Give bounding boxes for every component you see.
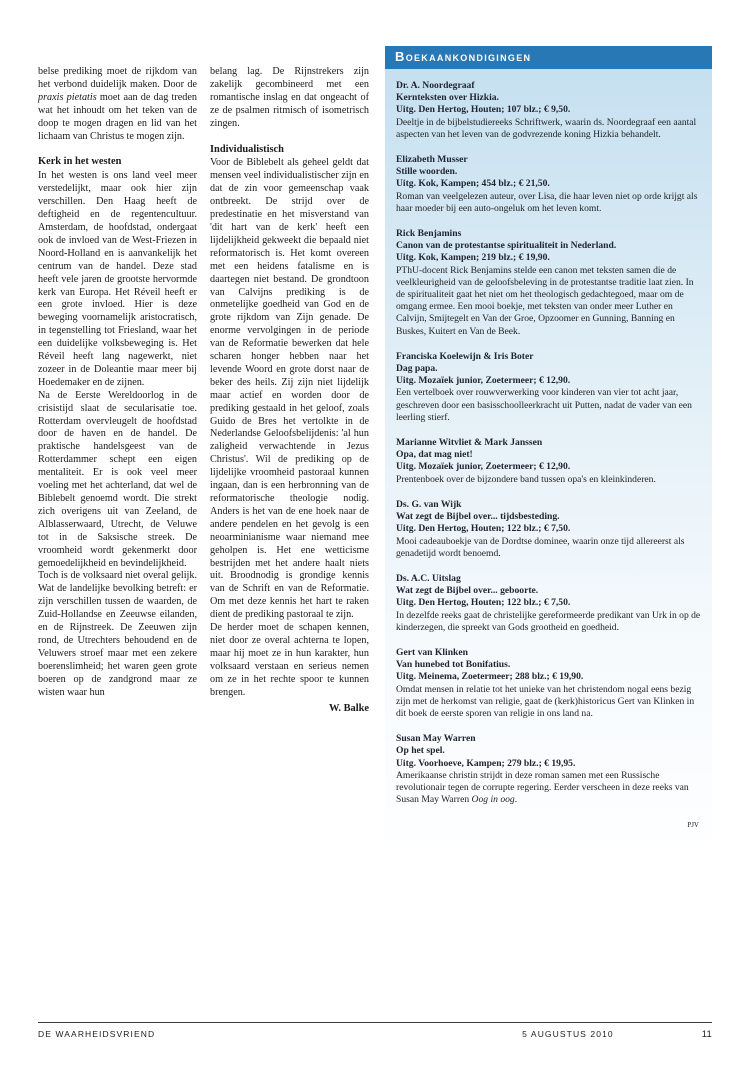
book-author: Franciska Koelewijn & Iris Boter xyxy=(396,350,534,362)
book-entry xyxy=(396,351,701,424)
book-entry xyxy=(396,80,701,141)
page-number: 11 xyxy=(701,1029,712,1040)
book-entry xyxy=(396,647,701,720)
book-author: Ds. G. van Wijk xyxy=(396,498,462,510)
book-description: Omdat mensen in relatie tot het unieke van het christendom nogal eens bezig zijn met de herkomst van religie, gaat de (kerk)historicus Gert van Klinken in dit boek de eerste sporen van religie in ons land na. xyxy=(396,683,695,719)
article-paragraph: Na de Eerste Wereldoorlog in de crisistijd slaat de secularisatie toe. Rotterdam overvleugelt de hoofdstad door de haven en de handel. De praktische handelsgeest van de Rotterdammer schept een eigen mentaliteit. Er is ook veel meer voeling met het achterland, dat wel de Biblebelt genoemd wordt. Die strekt zich overigens uit van Zeeland, de Alblasserwaard, Utrecht, de Veluwe tot in de Saksische streek. De vroomheid wordt gekenmerkt door gemoedelijkheid en bevindelijkheid. xyxy=(38,389,197,569)
book-title: Stille woorden. xyxy=(396,166,458,178)
book-publisher-price: Uitg. Mozaïek junior, Zoetermeer; € 12,90. xyxy=(396,461,571,473)
book-title: Wat zegt de Bijbel over... geboorte. xyxy=(396,585,539,597)
book-publisher-price: Uitg. Den Hertog, Houten; 122 blz.; € 7,50. xyxy=(396,597,571,609)
section-heading-kerk-in-het-westen: Kerk in het westen xyxy=(38,156,122,168)
book-entry xyxy=(396,154,701,215)
book-entry xyxy=(396,437,701,486)
book-publisher-price: Uitg. Mozaïek junior, Zoetermeer; € 12,90. xyxy=(396,375,571,387)
book-title: Kernteksten over Hizkia. xyxy=(396,92,499,104)
book-publisher-price: Uitg. Den Hertog, Houten; 107 blz.; € 9,50. xyxy=(396,104,571,116)
book-list xyxy=(396,80,701,806)
book-title: Van hunebed tot Bonifatius. xyxy=(396,659,511,671)
book-title: Canon van de protestantse spiritualiteit in Nederland. xyxy=(396,240,617,252)
article-column-2 xyxy=(210,66,369,726)
book-title: Op het spel. xyxy=(396,745,445,757)
issue-date: 5 AUGUSTUS 2010 xyxy=(522,1029,614,1039)
article-paragraph-intro: belse prediking moet de rijkdom van het verbond duidelijk maken. Door de praxis pietatis moet aan de dag treden wat het inhoudt om het teken van de doop te mogen dragen en lid van het lichaam van Christus te mogen zijn. xyxy=(38,66,197,142)
article-paragraph-continuation: belang lag. De Rijnstrekers zijn zakelijk gecombineerd met een romantische inslag en dat ongeacht of ze de psalmen ritmisch of isometrisch zingen. xyxy=(210,66,369,129)
article-paragraph: In het westen is ons land veel meer verstedelijkt, maar ook hier zijn verschillen. Den Haag heeft de deftigheid en de regentencultuur. Amsterdam, de hoofdstad, ondergaat ook de invloed van de West-Friezen in Noord-Holland en is aanvankelijk het centrum van de handel. Deze stad heeft vele jaren de grootste hervormde kerk van Europa. Het Réveil heeft er een grote invloed. Hier is deze beweging voornamelijk aristocratisch, in tegenstelling tot Friesland, waar het een duidelijke volksbeweging is. Het Réveil heeft lang nagewerkt, niet zozeer in de Doleantie maar meer bij Hoedemaker en de zijnen. xyxy=(38,170,197,388)
book-author: Ds. A.C. Uitslag xyxy=(396,572,461,584)
article-columns xyxy=(38,66,369,726)
book-title: Opa, dat mag niet! xyxy=(396,449,473,461)
book-author: Gert van Klinken xyxy=(396,646,468,658)
book-publisher-price: Uitg. Kok, Kampen; 219 blz.; € 19,90. xyxy=(396,252,550,264)
book-author: Susan May Warren xyxy=(396,733,476,745)
book-description: Mooi cadeauboekje van de Dordtse dominee, waarin onze tijd allereerst als genadetijd wordt benoemd. xyxy=(396,535,685,559)
book-description: Prentenboek over de bijzondere band tussen opa's en kleinkinderen. xyxy=(396,473,656,485)
sidebar-body xyxy=(385,69,712,840)
book-author: Marianne Witvliet & Mark Janssen xyxy=(396,437,543,449)
journal-name: DE WAARHEIDSVRIEND xyxy=(38,1029,156,1039)
footer-rule xyxy=(38,1022,712,1023)
book-description: In dezelfde reeks gaat de christelijke gereformeerde predikant van Urk in op de kinderzegen, die spreekt van Gods grootheid en goedheid. xyxy=(396,609,701,633)
book-publisher-price: Uitg. Den Hertog, Houten; 122 blz.; € 7,50. xyxy=(396,523,571,535)
article-paragraph: Toch is de volksaard niet overal gelijk. Wat de landelijke bevolking betreft: er zijn verschillen tussen de waarden, de Zuid-Hollandse en Zeeuwse eilanden, en de Rijnstreek. De Zeeuwen zijn rond, de Utrechters behoudend en de Veluwers stroef maar met een zekere boerenslimheid; het waren geen grote boeren op de zandgrond maar ze wisten waar hun xyxy=(38,570,197,698)
book-description: Een vertelboek over rouwverwerking voor kinderen van vier tot acht jaar, geschreven door een basisschoolleerkracht uit Putten, nadat de vader van een leerling stierf. xyxy=(396,387,692,423)
book-author: Dr. A. Noordegraaf xyxy=(396,80,475,91)
book-title: Dag papa. xyxy=(396,363,438,375)
book-description: Deeltje in de bijbelstudiereeks Schriftwerk, waarin ds. Noordegraaf een aantal aspecten van het leven van de godvrezende koning Hizkia behandelt. xyxy=(396,116,697,140)
book-description: Amerikaanse christin strijdt in deze roman samen met een Russische revolutionair tegen de corrupte regering. Eerder verscheen in deze reeks van Susan May Warren Oog in oog. xyxy=(396,769,689,806)
book-entry xyxy=(396,499,701,560)
book-publisher-price: Uitg. Meinema, Zoetermeer; 288 blz.; € 19,90. xyxy=(396,671,584,683)
editor-initials: pjv xyxy=(687,819,699,831)
book-description: PThU-docent Rick Benjamins stelde een canon met teksten samen die de veelkleurigheid van de geloofsbeleving in de protestantse traditie laat zien. In de spiritualiteit gaat het niet om het theologisch gedachtegoed, maar om de omgang ermee. Een mooi boekje, met teksten van onder meer Luther en Calvijn, Smijtegelt en Van der Groe, Opzoomer en Gunning, Banning en Buskes, Kuitert en Van de Beek. xyxy=(396,264,694,337)
article-paragraph: De herder moet de schapen kennen, niet door ze overal achterna te lopen, maar hij moet ze in hun karakter, hun volksaard verstaan en serieus nemen om ze in het rechte spoor te kunnen brengen. xyxy=(210,622,369,698)
book-description: Roman van veelgelezen auteur, over Lisa, die haar leven niet op orde krijgt als haar moeder bij een auto-ongeluk om het leven komt. xyxy=(396,190,698,214)
sidebar-title: Boekaankondigingen xyxy=(385,46,712,69)
section-heading-individualistisch: Individualistisch xyxy=(210,143,284,155)
article-paragraph: Voor de Biblebelt als geheel geldt dat mensen veel individualistischer zijn en dat de zin voor gemeenschap vaak ontbreekt. De strijd over de predestinatie en het misverstand van 'dit hart van de kerk' heeft een lijdelijkheid gekweekt die bepaald niet reformatorisch is. Het komt overeen met een heidens fatalisme en is daartegen niet bestand. De grondtoon van Calvijns prediking is de onmetelijke goedheid van God en de grote rijkdom van Zijn genade. De enorme vervolgingen in de periode van de Reformatie bewerken dat hele scharen honger hebben naar het levende Woord en grote dorst naar de beker des heils. Zij zijn niet lijdelijk maar actief en worden door de prediking gestaald in het geloof, zoals Guido de Bres het vertolkte in de Nederlandse Geloofsbelijdenis: 'al hun zaligheid verwachtende in Jezus Christus'. Wil de prediking op de lijdelijke vroomheid pastoraal kunnen ingaan, dan is een herbronning van de reformatorische theologie nodig. Anders is het van de ene hoek naar de andere pendelen en het gevolg is een neoarminianisme waar niemand mee geholpen is. Het ene wetticisme bestrijden met het andere haalt niets uit. Broodnodig is grondige kennis van de Schrift en van de Reformatie. Om met deze kennis het hart te raken dient de prediking pastoraal te zijn. xyxy=(210,157,369,621)
book-author: Rick Benjamins xyxy=(396,228,462,240)
author-signature: W. Balke xyxy=(328,702,369,714)
book-publisher-price: Uitg. Kok, Kampen; 454 blz.; € 21,50. xyxy=(396,178,550,190)
book-announcements-sidebar xyxy=(385,46,712,840)
book-entry xyxy=(396,228,701,338)
book-author: Elizabeth Musser xyxy=(396,154,468,166)
book-publisher-price: Uitg. Voorhoeve, Kampen; 279 blz.; € 19,95. xyxy=(396,757,576,769)
page-footer xyxy=(38,1029,712,1040)
book-entry xyxy=(396,733,701,806)
book-entry xyxy=(396,573,701,634)
book-title: Wat zegt de Bijbel over... tijdsbesteding. xyxy=(396,511,560,523)
article-column-1 xyxy=(38,66,197,726)
